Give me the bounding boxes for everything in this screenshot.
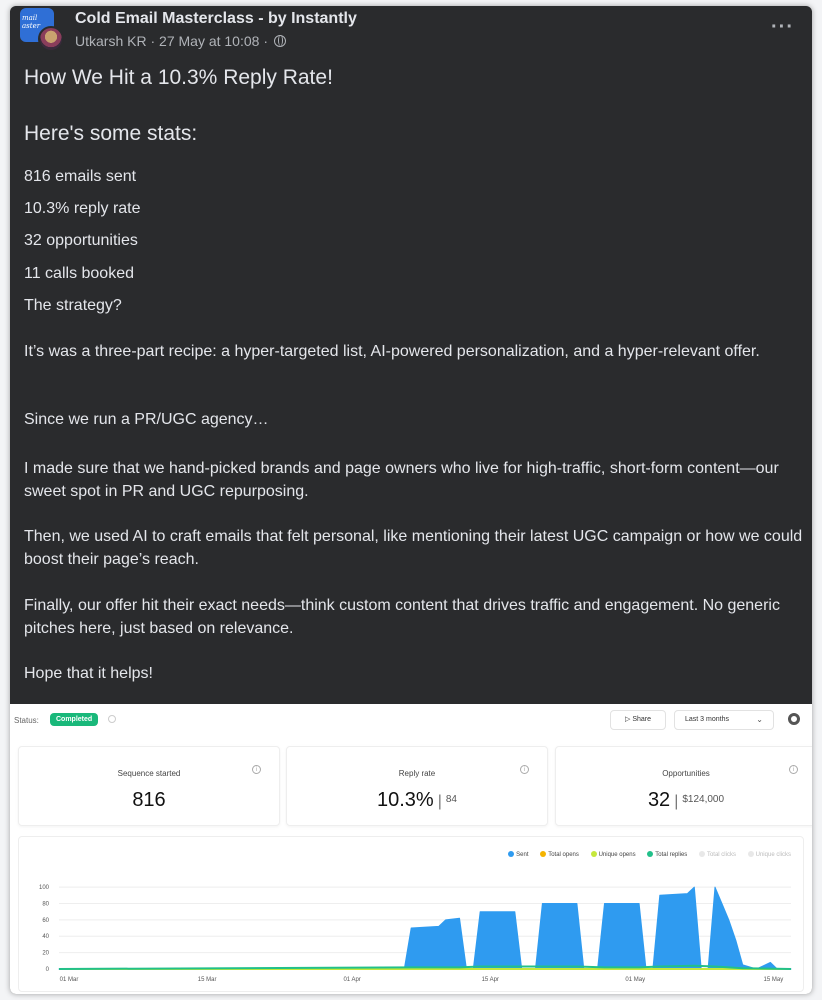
- author-avatar[interactable]: [38, 26, 64, 52]
- activity-chart: [18, 836, 804, 992]
- share-label: Share: [632, 716, 651, 723]
- stat-card-value: 10.3% | $^{84}$: [377, 789, 457, 811]
- stat-line: 32 opportunities: [24, 232, 138, 249]
- stat-card-opportunities: [555, 746, 812, 826]
- post-meta: [75, 33, 286, 49]
- stat-card-label: Sequence started: [117, 769, 181, 778]
- status-info-icon: [108, 715, 116, 723]
- x-tick-label: 15 Mar: [197, 977, 217, 983]
- dashboard-screenshot: [10, 704, 812, 994]
- stat-value-secondary: $124,000: [682, 794, 725, 805]
- legend-label: Total replies: [655, 852, 688, 858]
- info-icon[interactable]: i: [520, 765, 529, 774]
- range-select[interactable]: [674, 710, 774, 730]
- author-name[interactable]: Utkarsh KR: [75, 33, 147, 49]
- x-tick-label: 01 May: [625, 977, 646, 983]
- legend-label: Total clicks: [706, 852, 736, 858]
- info-icon[interactable]: i: [789, 765, 798, 774]
- stat-card-label: Reply rate: [398, 769, 436, 778]
- post-subtitle: Here's some stats:: [24, 122, 198, 145]
- post-title: How We Hit a 10.3% Reply Rate!: [24, 66, 333, 89]
- stat-card-label: Opportunities: [662, 769, 710, 778]
- x-tick-label: 15 Apr: [481, 977, 499, 983]
- stat-card-sequence: [18, 746, 280, 826]
- y-tick-label: 60: [42, 917, 49, 924]
- group-avatar-text-1: mail: [22, 14, 38, 22]
- paragraph: Finally, our offer hit their exact needs—think custom content that drives traffic and engagement. No generic pitches here, just based on relevance.: [24, 597, 780, 637]
- stat-line: 10.3% reply rate: [24, 200, 141, 217]
- post-time[interactable]: 27 May at 10:08: [159, 33, 260, 49]
- chevron-down-icon: ⌄: [756, 715, 763, 724]
- stat-line: 816 emails sent: [24, 168, 137, 185]
- y-tick-label: 0: [45, 967, 49, 973]
- strategy-line: The strategy?: [24, 297, 122, 314]
- group-avatar-text: [22, 14, 40, 30]
- y-tick-label: 20: [42, 950, 49, 957]
- legend-label: Total opens: [548, 852, 579, 858]
- stat-value-main: 10.3%: [377, 789, 434, 811]
- stat-card-value: [19, 789, 279, 812]
- stat-card-value: 32 | $^{\$124,000}$: [647, 789, 725, 811]
- y-tick-label: 80: [42, 901, 49, 908]
- paragraph: It’s was a three-part recipe: a hyper-targeted list, AI-powered personalization, and a hyper-relevant offer.: [24, 343, 760, 360]
- post-card: [10, 6, 812, 994]
- stat-line: 11 calls booked: [24, 265, 134, 282]
- meta-separator: ·: [146, 33, 160, 49]
- group-avatar-text-2: aster: [22, 22, 41, 30]
- meta-separator-2: ·: [259, 33, 272, 49]
- stat-value-main: 816: [132, 789, 166, 811]
- stat-value-main: 32: [647, 789, 671, 811]
- y-tick-label: 40: [42, 934, 49, 941]
- paragraph: Then, we used AI to craft emails that felt personal, like mentioning their latest UGC campaign or how we could boost their page’s reach.: [24, 528, 803, 568]
- post-header: [10, 6, 812, 62]
- gear-icon[interactable]: [788, 713, 800, 725]
- series-sent-area: [59, 887, 791, 969]
- legend-label: Unique clicks: [755, 852, 791, 858]
- chart-svg: [19, 837, 805, 993]
- paragraph: Hope that it helps!: [24, 665, 153, 682]
- legend-label: Sent: [516, 852, 529, 858]
- info-icon[interactable]: i: [252, 765, 261, 774]
- more-options-icon[interactable]: ···: [771, 16, 794, 38]
- legend-label: Unique opens: [598, 852, 636, 858]
- stat-value-secondary: 84: [445, 794, 457, 805]
- group-name[interactable]: Cold Email Masterclass - by Instantly: [75, 10, 357, 27]
- globe-icon: [274, 35, 286, 47]
- paragraph: Since we run a PR/UGC agency…: [24, 411, 269, 428]
- paragraph: I made sure that we hand-picked brands and page owners who live for high-traffic, short-form content—our sweet spot in PR and UGC repurposing.: [24, 460, 779, 500]
- stat-card-reply-rate: [286, 746, 548, 826]
- status-badge: Completed: [50, 713, 98, 726]
- x-tick-label: 15 May: [763, 977, 784, 983]
- x-tick-label: 01 Mar: [59, 977, 79, 983]
- y-tick-label: 100: [38, 885, 49, 892]
- status-label: Status:: [14, 716, 39, 725]
- range-label: Last 3 months: [685, 716, 729, 723]
- share-button[interactable]: ▷ Share: [610, 710, 666, 730]
- x-tick-label: 01 Apr: [343, 977, 361, 983]
